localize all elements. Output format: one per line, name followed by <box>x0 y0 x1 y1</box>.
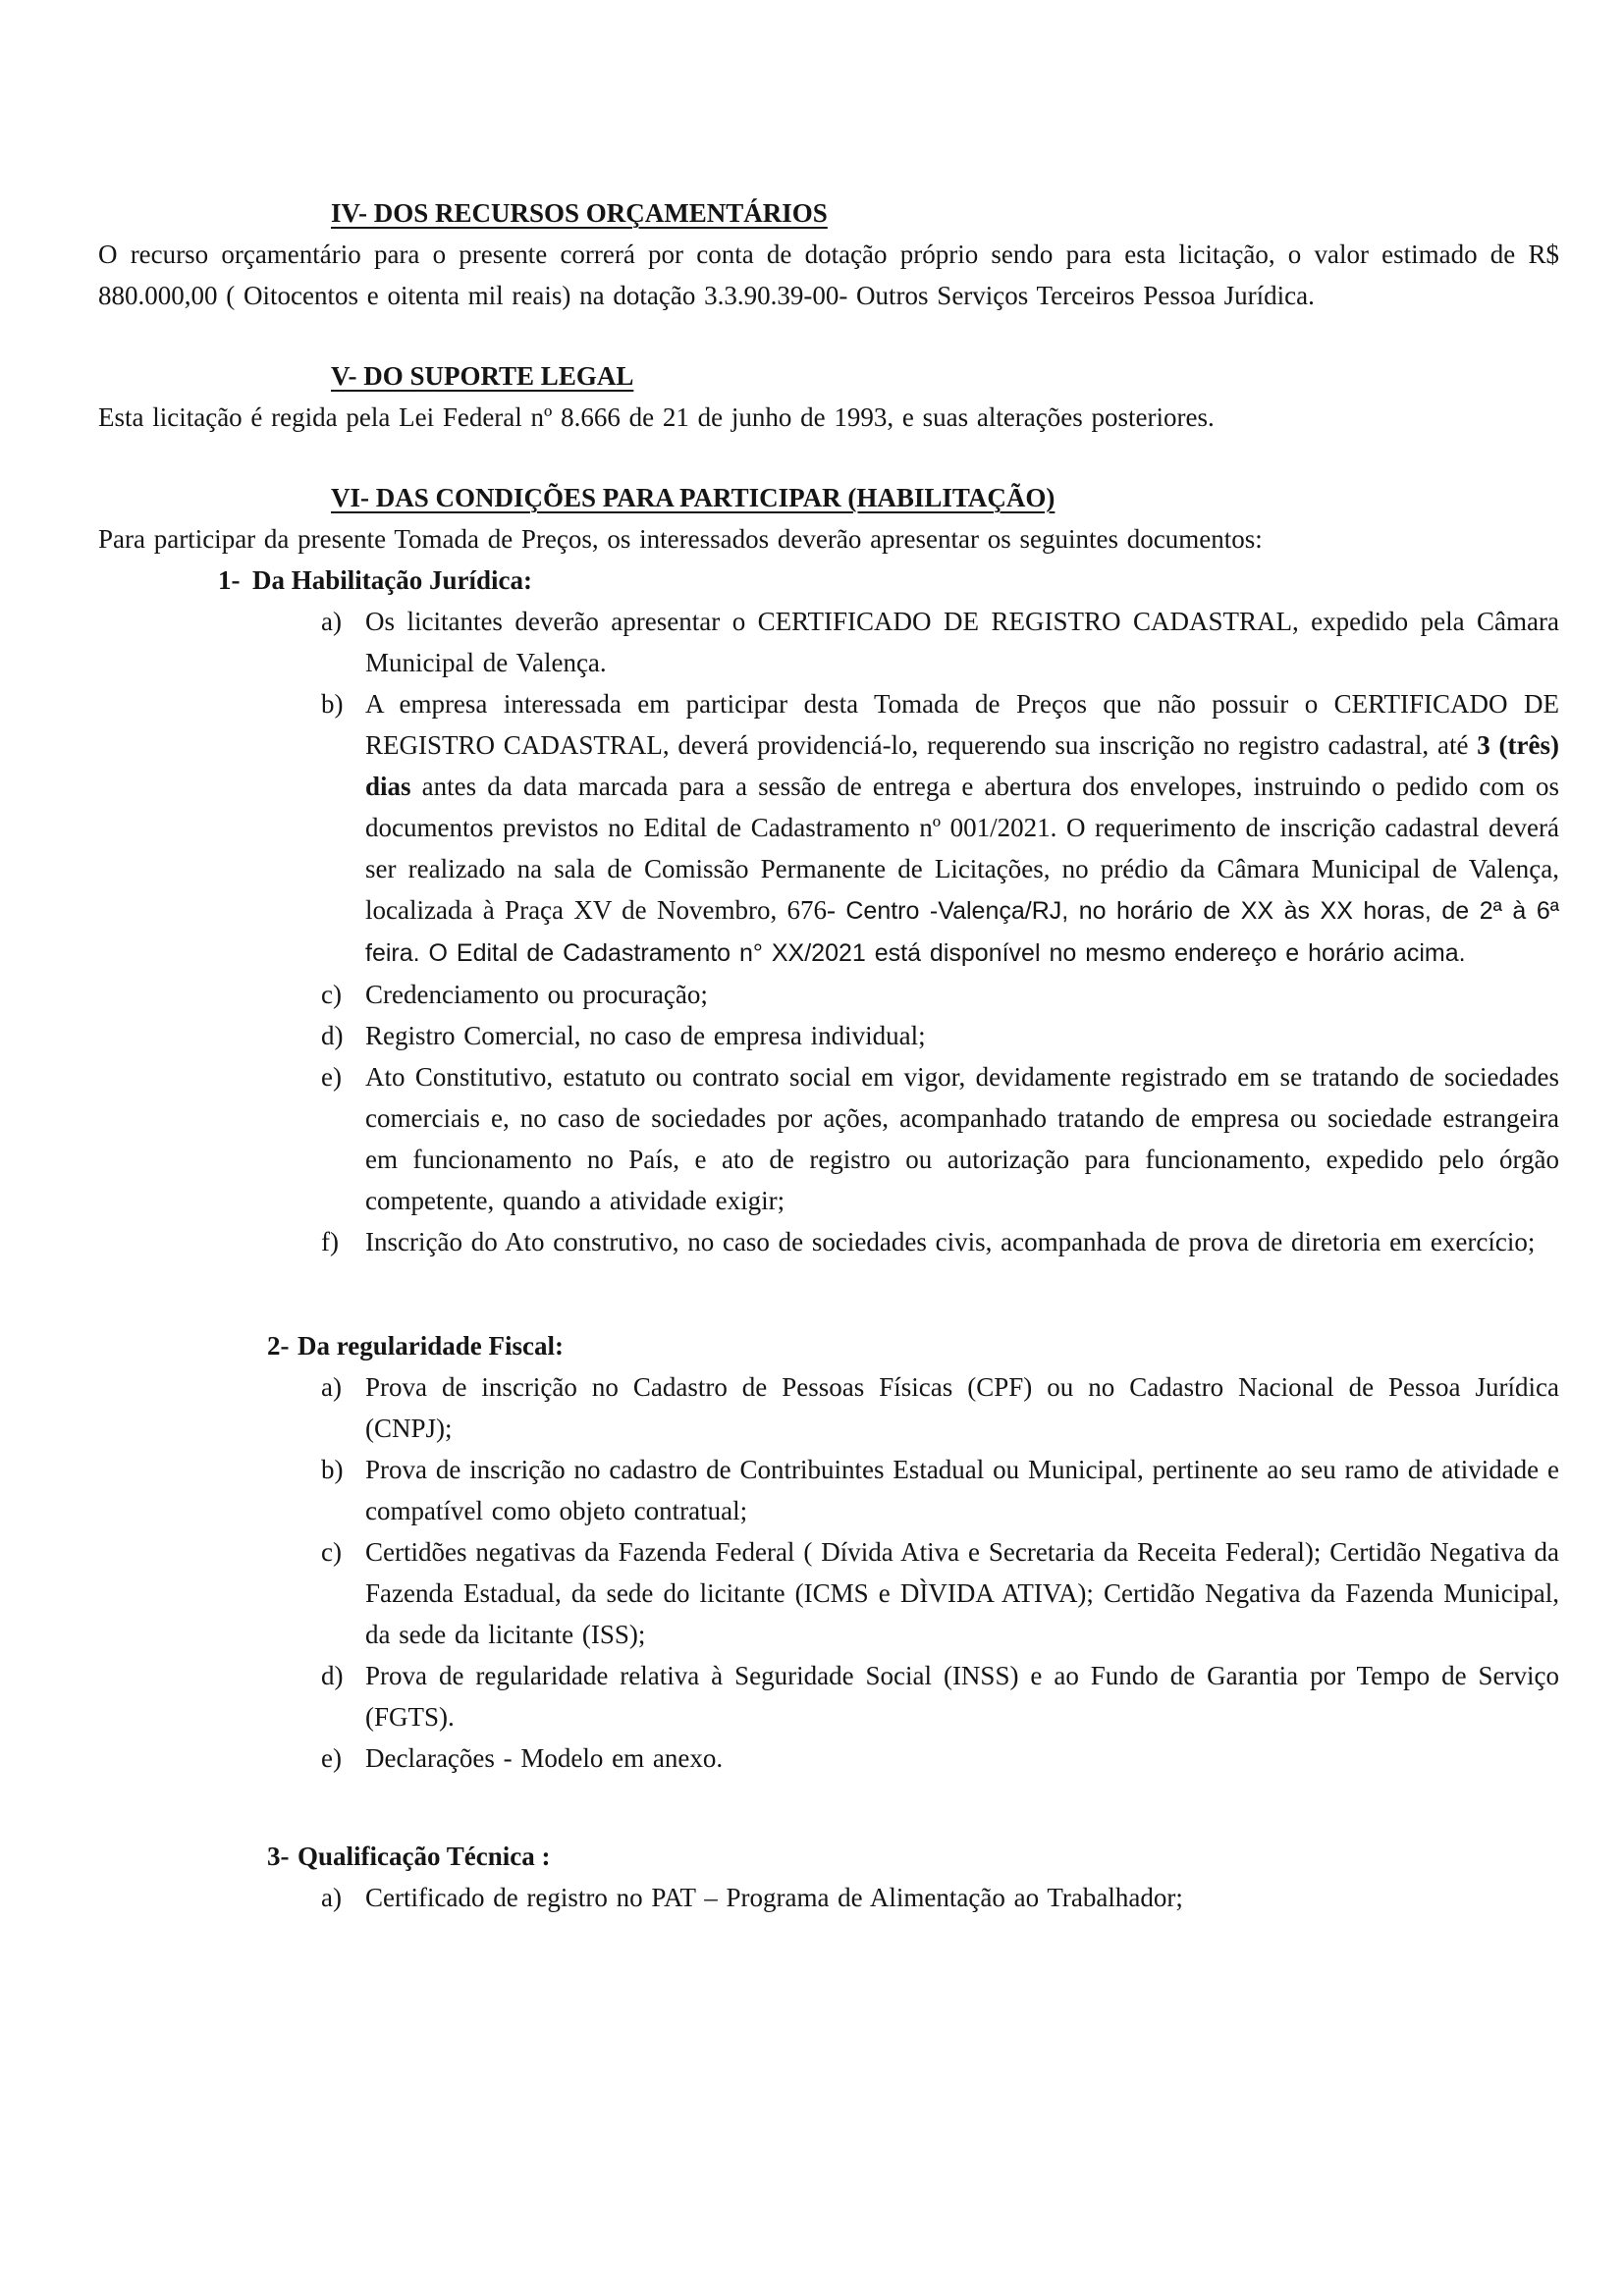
list-item-2e <box>321 1737 1559 1779</box>
item-marker: e) <box>321 1743 342 1773</box>
item-text: Credenciamento ou procuração; <box>365 980 708 1009</box>
item-text-before-bold: A empresa interessada em participar desta Tomada de Preços que não possuir o CERTIFICADO DE REGISTRO CADASTRAL, deverá providenciá-lo, requerendo sua inscrição no registro cadastral, até <box>365 689 1559 760</box>
item-text-after-bold: antes da data marcada para a sessão de entrega e abertura dos envelopes, instruindo o pedido com os documentos previstos no Edital de Cadastramento nº 001/2021. O requerimento de inscrição cadastral deverá ser realizado na sala de Comissão Permanente de Licitações, no prédio da Câmara Municipal de Valença, localizada à Praça XV de Novembro, 676- <box>365 772 1559 925</box>
item-marker: b) <box>321 689 344 719</box>
item-text: Ato Constitutivo, estatuto ou contrato social em vigor, devidamente registrado em se tratando de sociedades comerciais e, no caso de sociedades por ações, acompanhado tratando de empresa ou sociedade estrangeira em funcionamento no País, e ato de registro ou autorização para funcionamento, expedido pelo órgão competente, quando a atividade exigir; <box>365 1062 1559 1215</box>
group-label: Qualificação Técnica : <box>298 1842 551 1871</box>
item-marker: a) <box>321 1883 342 1912</box>
group-label: Da regularidade Fiscal: <box>298 1331 564 1361</box>
item-marker: c) <box>321 1537 342 1567</box>
section-heading-iv: IV- DOS RECURSOS ORÇAMENTÁRIOS <box>331 198 828 228</box>
item-text: Registro Comercial, no caso de empresa individual; <box>365 1021 926 1050</box>
list-item-1f <box>321 1221 1559 1262</box>
group-marker: 1- <box>218 565 241 595</box>
section-intro-vi: Para participar da presente Tomada de Preços, os interessados deverão apresentar os seguintes documentos: <box>98 524 1263 554</box>
list-item-1e <box>321 1056 1559 1221</box>
list-item-1d <box>321 1015 1559 1056</box>
item-sans-run: Centro -Valença/RJ, no horário de XX às XX horas, de 2ª à 6ª feira. O Edital de Cadastramento n° XX/2021 está disponível no mesmo endereço e horário acima. <box>365 897 1559 967</box>
group-regularidade-fiscal <box>98 1325 1559 1779</box>
group-label: Da Habilitação Jurídica: <box>252 565 532 595</box>
list-item-2a <box>321 1366 1559 1449</box>
item-marker: d) <box>321 1021 344 1050</box>
item-marker: e) <box>321 1062 342 1092</box>
item-text: Prova de inscrição no cadastro de Contribuintes Estadual ou Municipal, pertinente ao seu ramo de atividade e compatível como objeto contratual; <box>365 1455 1559 1525</box>
item-text: Declarações - Modelo em anexo. <box>365 1743 724 1773</box>
group-marker: 3- <box>267 1842 290 1871</box>
group-habilitacao-juridica <box>98 560 1559 1262</box>
item-text: Prova de inscrição no Cadastro de Pessoas Físicas (CPF) ou no Cadastro Nacional de Pessoa Jurídica (CNPJ); <box>365 1372 1559 1443</box>
item-text: Os licitantes deverão apresentar o CERTIFICADO DE REGISTRO CADASTRAL, expedido pela Câmara Municipal de Valença. <box>365 607 1559 677</box>
item-text: Certificado de registro no PAT – Programa de Alimentação ao Trabalhador; <box>365 1883 1183 1912</box>
group-title-qualificacao-tecnica <box>267 1836 1559 1877</box>
section-suporte-legal <box>98 355 1559 438</box>
group-qualificacao-tecnica <box>98 1836 1559 1918</box>
section-heading-v: V- DO SUPORTE LEGAL <box>331 361 634 391</box>
section-body-v: Esta licitação é regida pela Lei Federal nº 8.666 de 21 de junho de 1993, e suas alterações posteriores. <box>98 402 1215 432</box>
section-heading-vi: VI- DAS CONDIÇÕES PARA PARTICIPAR (HABILITAÇÃO) <box>331 483 1056 512</box>
item-text: Certidões negativas da Fazenda Federal ( Dívida Ativa e Secretaria da Receita Federal); Certidão Negativa da Fazenda Estadual, da sede do licitante (ICMS e DÌVIDA ATIVA); Certidão Negativa da Fazenda Municipal, da sede da licitante (ISS); <box>365 1537 1559 1649</box>
item-marker: b) <box>321 1455 344 1484</box>
item-marker: d) <box>321 1661 344 1690</box>
list-item-1a <box>321 601 1559 683</box>
list-item-2b <box>321 1449 1559 1531</box>
section-body-iv: O recurso orçamentário para o presente correrá por conta de dotação próprio sendo para esta licitação, o valor estimado de R$ 880.000,00 ( Oitocentos e oitenta mil reais) na dotação 3.3.90.39-00- Outros Serviços Terceiros Pessoa Jurídica. <box>98 240 1559 310</box>
list-item-3a <box>321 1877 1559 1918</box>
section-recursos-orcamentarios <box>98 192 1559 316</box>
item-marker: f) <box>321 1227 339 1256</box>
list-item-1c <box>321 974 1559 1015</box>
group-title-regularidade-fiscal <box>267 1325 1559 1366</box>
item-marker: a) <box>321 1372 342 1402</box>
item-marker: a) <box>321 607 342 636</box>
item-marker: c) <box>321 980 342 1009</box>
list-item-2d <box>321 1655 1559 1737</box>
group-marker: 2- <box>267 1331 290 1361</box>
item-bold-run: 3 (três) dias <box>365 730 1560 801</box>
section-condicoes-participar <box>98 477 1559 1918</box>
item-text: Inscrição do Ato construtivo, no caso de sociedades civis, acompanhada de prova de diretoria em exercício; <box>365 1227 1536 1256</box>
group-title-habilitacao-juridica <box>218 560 1559 601</box>
list-item-2c <box>321 1531 1559 1655</box>
list-item-1b <box>321 683 1560 974</box>
item-text: Prova de regularidade relativa à Seguridade Social (INSS) e ao Fundo de Garantia por Tempo de Serviço (FGTS). <box>365 1661 1559 1732</box>
